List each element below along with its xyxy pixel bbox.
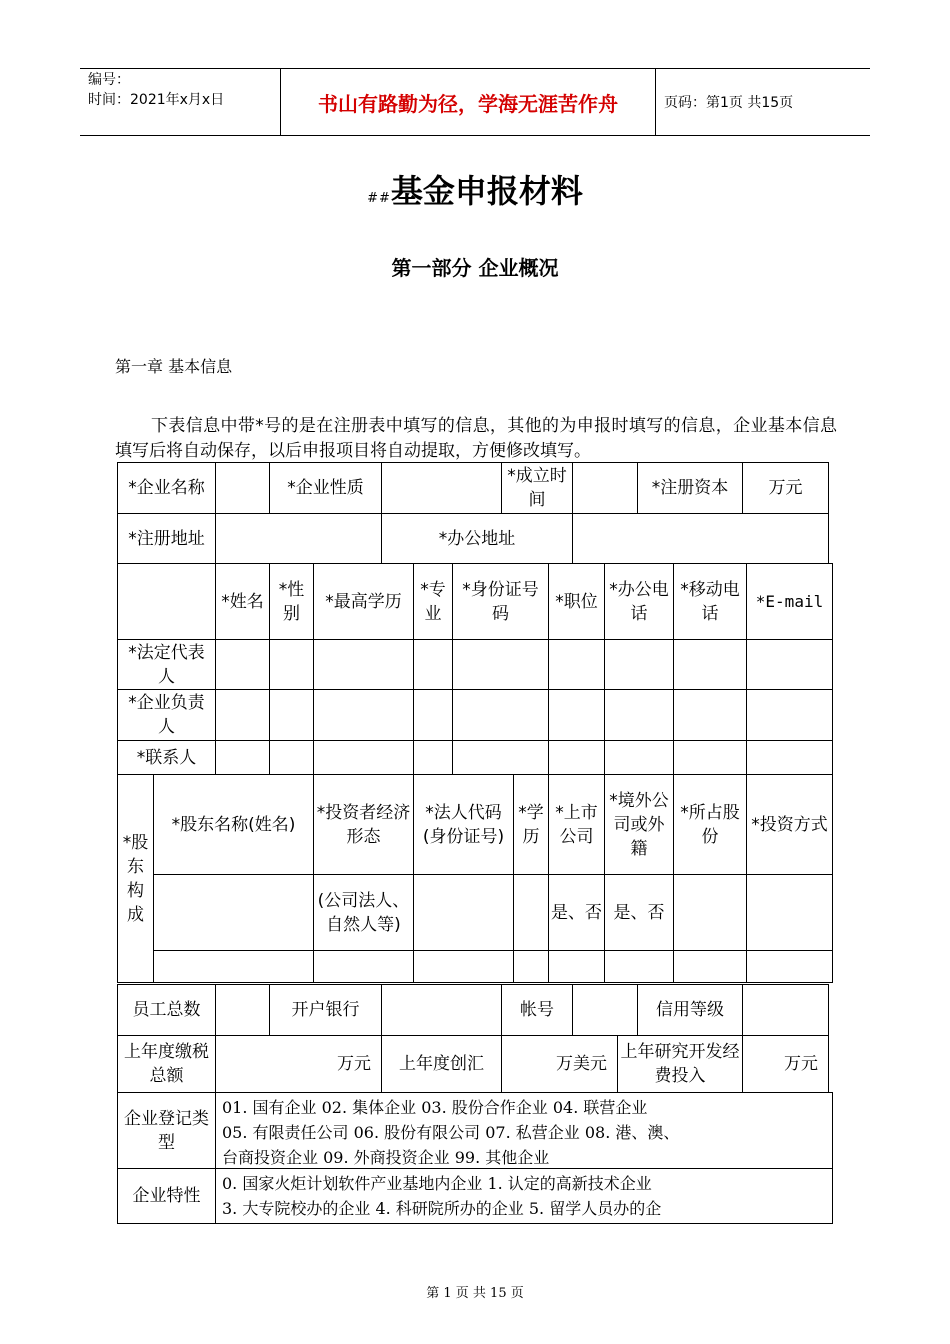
input-established[interactable] — [572, 462, 638, 514]
investor-type-note: (公司法人、自然人等) — [313, 874, 414, 951]
input-account[interactable] — [572, 984, 638, 1036]
input-cell[interactable] — [673, 689, 747, 741]
label-bank: 开户银行 — [269, 984, 382, 1036]
header-position: *职位 — [548, 563, 605, 640]
label-features: 企业特性 — [117, 1168, 216, 1224]
feature-options[interactable] — [215, 1168, 833, 1224]
foreign-yes-no[interactable]: 是、否 — [604, 874, 674, 951]
input-forex-last-year[interactable]: 万美元 — [501, 1035, 618, 1093]
input-cell[interactable] — [513, 950, 549, 983]
input-registered-address[interactable] — [215, 513, 382, 564]
header-investor-type: *投资者经济形态 — [313, 774, 414, 875]
label-registered-capital: *注册资本 — [637, 462, 743, 514]
input-company-name[interactable] — [215, 462, 270, 514]
label-legal-rep: *法定代表人 — [117, 639, 216, 690]
input-cell[interactable] — [673, 639, 747, 690]
header-legal-code: *法人代码(身份证号) — [413, 774, 514, 875]
header-foreign: *境外公司或外籍 — [604, 774, 674, 875]
input-cell[interactable] — [548, 950, 605, 983]
title-text: 基金申报材料 — [390, 172, 583, 210]
header-degree: *学历 — [513, 774, 549, 875]
label-reg-type: 企业登记类型 — [117, 1092, 216, 1169]
reg-type-option-line: 01. 国有企业 02. 集体企业 03. 股份合作企业 04. 联营企业 — [222, 1098, 648, 1117]
input-credit[interactable] — [742, 984, 829, 1036]
label-account: 帐号 — [501, 984, 573, 1036]
header-email: *E-mail — [746, 563, 833, 640]
header-shareholder-name: *股东名称(姓名) — [153, 774, 314, 875]
input-cell[interactable] — [452, 740, 549, 775]
reg-type-option-line: 05. 有限责任公司 06. 股份有限公司 07. 私营企业 08. 港、澳、 — [222, 1123, 680, 1142]
input-cell[interactable] — [313, 639, 414, 690]
input-cell[interactable] — [746, 639, 833, 690]
label-office-address: *办公地址 — [381, 513, 573, 564]
header-divider — [655, 68, 656, 136]
header-meta — [88, 70, 224, 110]
document-title — [0, 166, 950, 212]
input-cell[interactable] — [313, 689, 414, 741]
label-credit: 信用等级 — [637, 984, 743, 1036]
input-cell[interactable] — [746, 950, 833, 983]
reg-type-option-line: 台商投资企业 09. 外商投资企业 99. 其他企业 — [222, 1148, 550, 1167]
header-office-phone: *办公电话 — [604, 563, 674, 640]
input-cell[interactable] — [548, 689, 605, 741]
input-cell[interactable] — [269, 689, 314, 741]
header-motto: 书山有路勤为径，学海无涯苦作舟 — [318, 92, 618, 116]
chapter-title: 第一章 基本信息 — [115, 357, 233, 376]
input-cell[interactable] — [269, 639, 314, 690]
header-gender: *性别 — [269, 563, 314, 640]
label-shareholder-section: *股东构成 — [117, 774, 154, 983]
label-contact: *联系人 — [117, 740, 216, 775]
input-cell[interactable] — [413, 740, 453, 775]
label-employees: 员工总数 — [117, 984, 216, 1036]
title-prefix: ## — [367, 191, 391, 206]
input-cell[interactable] — [604, 689, 674, 741]
part-title: 第一部分 企业概况 — [391, 256, 559, 280]
listed-yes-no[interactable]: 是、否 — [548, 874, 605, 951]
input-cell[interactable] — [746, 689, 833, 741]
input-cell[interactable] — [604, 639, 674, 690]
header-mobile-phone: *移动电话 — [673, 563, 747, 640]
input-cell[interactable] — [153, 950, 314, 983]
input-bank[interactable] — [381, 984, 502, 1036]
input-cell[interactable] — [413, 689, 453, 741]
label-registered-address: *注册地址 — [117, 513, 216, 564]
header-share-ratio: *所占股份 — [673, 774, 747, 875]
person-header-blank — [117, 563, 216, 640]
header-investment-method: *投资方式 — [746, 774, 833, 875]
header-divider — [280, 68, 281, 136]
label-tax-last-year: 上年度缴税总额 — [117, 1035, 216, 1093]
label-rd-last-year: 上年研究开发经费投入 — [617, 1035, 743, 1093]
input-cell[interactable] — [313, 740, 414, 775]
unit-registered-capital: 万元 — [742, 462, 829, 514]
label-company-head: *企业负责人 — [117, 689, 216, 741]
input-cell[interactable] — [548, 639, 605, 690]
input-cell[interactable] — [153, 874, 314, 951]
input-cell[interactable] — [452, 639, 549, 690]
document-date: 时间：2021年x月x日 — [88, 92, 225, 108]
input-cell[interactable] — [215, 689, 270, 741]
input-cell[interactable] — [413, 874, 514, 951]
header-education: *最高学历 — [313, 563, 414, 640]
input-cell[interactable] — [548, 740, 605, 775]
input-cell[interactable] — [452, 689, 549, 741]
document-number: 编号： — [88, 72, 130, 88]
label-company-name: *企业名称 — [117, 462, 216, 514]
intro-paragraph: 下表信息中带*号的是在注册表中填写的信息，其他的为申报时填写的信息，企业基本信息填写后将自动保存，以后申报项目将自动提取，方便修改填写。 — [115, 416, 837, 461]
label-company-nature: *企业性质 — [269, 462, 382, 514]
input-tax-last-year[interactable]: 万元 — [215, 1035, 382, 1093]
input-cell[interactable] — [746, 874, 833, 951]
header-name: *姓名 — [215, 563, 270, 640]
page-footer: 第 1 页 共 15 页 — [426, 1286, 524, 1301]
input-cell[interactable] — [413, 950, 514, 983]
header-top-rule — [80, 68, 870, 69]
page-info: 页码：第1页 共15页 — [664, 95, 794, 111]
input-cell[interactable] — [313, 950, 414, 983]
feature-option-line: 3. 大专院校办的企业 4. 科研院所办的企业 5. 留学人员办的企 — [222, 1199, 662, 1218]
input-cell[interactable] — [269, 740, 314, 775]
input-cell[interactable] — [215, 639, 270, 690]
header-major: *专业 — [413, 563, 453, 640]
input-cell[interactable] — [215, 740, 270, 775]
input-cell[interactable] — [604, 740, 674, 775]
header-listed-company: *上市公司 — [548, 774, 605, 875]
input-rd-last-year[interactable]: 万元 — [742, 1035, 829, 1093]
header-bottom-rule — [80, 135, 870, 136]
input-office-address[interactable] — [572, 513, 829, 564]
input-cell[interactable] — [746, 740, 833, 775]
input-cell[interactable] — [413, 639, 453, 690]
input-cell[interactable] — [673, 740, 747, 775]
input-cell[interactable] — [604, 950, 674, 983]
label-forex-last-year: 上年度创汇 — [381, 1035, 502, 1093]
input-cell[interactable] — [673, 874, 747, 951]
feature-option-line: 0. 国家火炬计划软件产业基地内企业 1. 认定的高新技术企业 — [222, 1174, 652, 1193]
input-employees[interactable] — [215, 984, 270, 1036]
input-cell[interactable] — [673, 950, 747, 983]
label-established: *成立时间 — [501, 462, 573, 514]
reg-type-options[interactable] — [215, 1092, 833, 1169]
header-id-number: *身份证号码 — [452, 563, 549, 640]
input-company-nature[interactable] — [381, 462, 502, 514]
input-cell[interactable] — [513, 874, 549, 951]
